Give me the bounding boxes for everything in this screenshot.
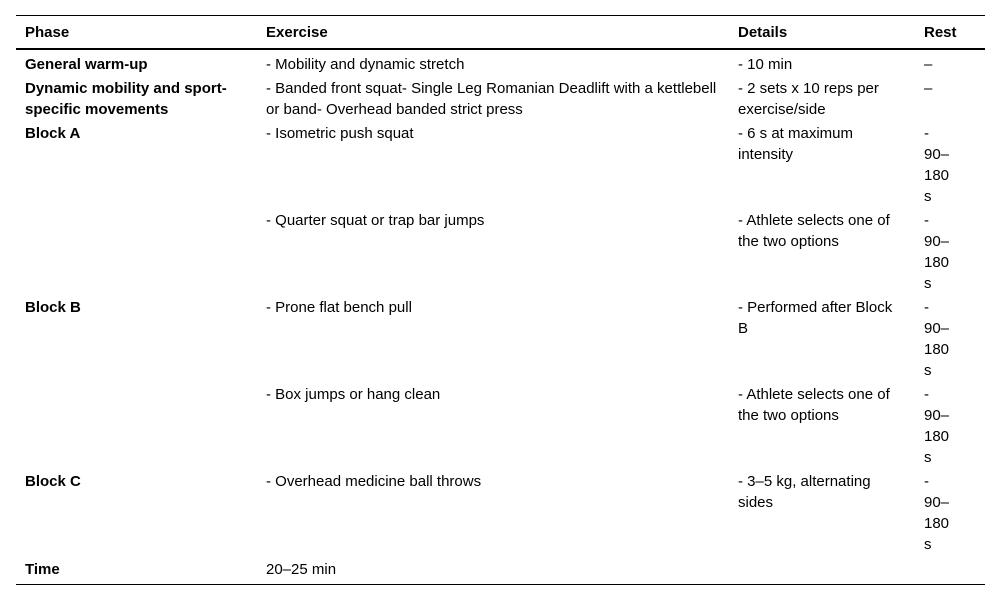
- rest-cell: –: [924, 80, 933, 97]
- phase-cell: Block B: [25, 299, 81, 316]
- details-cell: - Athlete selects one of the two options: [738, 386, 890, 424]
- rest-cell: - 90–180 s: [924, 473, 950, 553]
- details-cell: - Athlete selects one of the two options: [738, 212, 890, 250]
- header-details: Details: [738, 24, 788, 41]
- phase-cell: Block C: [25, 473, 81, 490]
- exercise-cell: - Prone flat bench pull: [266, 299, 412, 316]
- exercise-cell: - Quarter squat or trap bar jumps: [266, 212, 485, 229]
- header-phase: Phase: [25, 24, 70, 41]
- rest-cell: - 90–180 s: [924, 125, 950, 205]
- table-header: [16, 16, 985, 50]
- rest-cell: –: [924, 56, 933, 73]
- details-cell: - 6 s at maximum intensity: [738, 125, 854, 163]
- rest-cell: - 90–180 s: [924, 386, 950, 466]
- table-body: [16, 49, 985, 585]
- header-row: [16, 16, 985, 50]
- exercise-cell: - Mobility and dynamic stretch: [266, 56, 465, 73]
- table-row: [16, 469, 985, 556]
- details-cell: - 2 sets x 10 reps per exercise/side: [738, 80, 879, 118]
- details-cell: - 10 min: [738, 56, 793, 73]
- table-row: [16, 121, 985, 208]
- exercise-cell: - Overhead medicine ball throws: [266, 473, 482, 490]
- time-label: Time: [25, 561, 60, 578]
- time-row: [16, 556, 985, 585]
- time-value: 20–25 min: [266, 561, 337, 578]
- exercise-cell: - Banded front squat- Single Leg Romanian Deadlift with a kettlebell or band- Overhead banded strict press: [266, 80, 717, 118]
- phase-cell: [16, 208, 257, 295]
- warmup-protocol-table: [16, 15, 985, 585]
- table-row: [16, 49, 985, 76]
- phase-cell: [16, 382, 257, 469]
- phase-cell: General warm-up: [25, 56, 148, 73]
- rest-cell: - 90–180 s: [924, 299, 950, 379]
- exercise-cell: - Isometric push squat: [266, 125, 414, 142]
- details-cell: - 3–5 kg, alternating sides: [738, 473, 871, 511]
- rest-cell: - 90–180 s: [924, 212, 950, 292]
- exercise-cell: - Box jumps or hang clean: [266, 386, 441, 403]
- phase-cell: Dynamic mobility and sport-specific movements: [25, 80, 227, 118]
- details-cell: - Performed after Block B: [738, 299, 893, 337]
- table-row: [16, 295, 985, 382]
- details-cell: [729, 556, 915, 585]
- header-rest: Rest: [924, 24, 957, 41]
- rest-cell: [915, 556, 985, 585]
- header-exercise: Exercise: [266, 24, 328, 41]
- table-row: [16, 208, 985, 295]
- table-row: [16, 76, 985, 121]
- phase-cell: Block A: [25, 125, 81, 142]
- table-row: [16, 382, 985, 469]
